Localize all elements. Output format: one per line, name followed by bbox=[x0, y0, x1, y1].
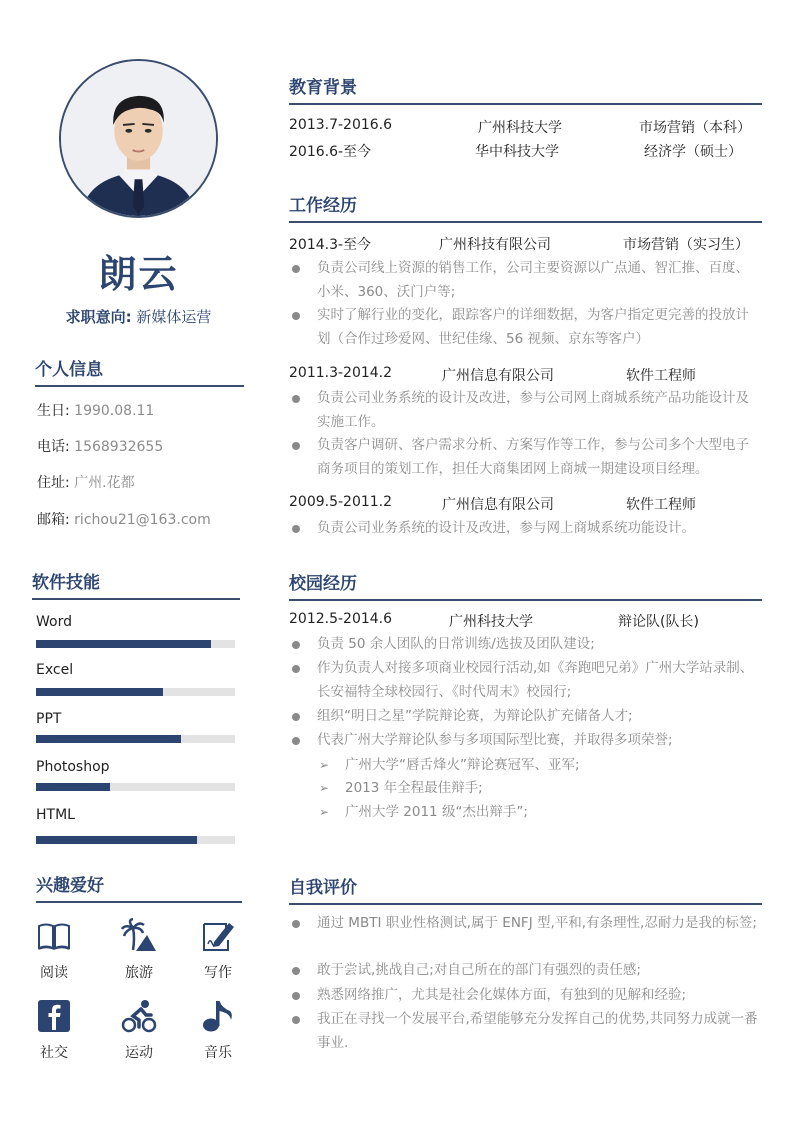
bullet-dot-icon bbox=[292, 312, 300, 320]
info-key: 生日: bbox=[37, 403, 70, 419]
palm-tree-icon bbox=[121, 918, 157, 954]
info-key: 邮箱: bbox=[37, 512, 70, 528]
campus-sub-bullet: ➢ 2013 年全程最佳辩手; bbox=[289, 777, 759, 801]
bullet-dot-icon bbox=[292, 665, 300, 673]
skill-label-photoshop: Photoshop bbox=[36, 759, 110, 775]
pen-paper-icon bbox=[200, 918, 236, 954]
edu-period: 2016.6-至今 bbox=[289, 144, 372, 160]
personal-info-title: 个人信息 bbox=[35, 355, 244, 387]
skill-label-excel: Excel bbox=[36, 662, 74, 678]
job-period: 2011.3-2014.2 bbox=[289, 365, 393, 381]
info-key: 住址: bbox=[37, 475, 70, 491]
skill-fill bbox=[36, 735, 181, 743]
job-company: 广州信息有限公司 bbox=[442, 368, 554, 384]
hobby-reading bbox=[24, 918, 84, 982]
job-role: 软件工程师 bbox=[626, 497, 696, 513]
education-row bbox=[289, 117, 763, 137]
bullet-dot-icon bbox=[292, 641, 300, 649]
arrow-icon: ➢ bbox=[319, 758, 330, 772]
edu-school: 华中科技大学 bbox=[475, 144, 559, 160]
info-value: 1990.08.11 bbox=[74, 403, 155, 419]
job-intent-value: 新媒体运营 bbox=[136, 308, 212, 326]
bullet-dot-icon bbox=[292, 713, 300, 721]
campus-title: 校园经历 bbox=[289, 569, 762, 601]
campus-bullet: 作为负责人对接多项商业校园行活动,如《奔跑吧兄弟》广州大学站录制、长安福特全球校园行、《时代周末》校园行; bbox=[289, 657, 759, 704]
arrow-icon: ➢ bbox=[319, 805, 330, 819]
job-header bbox=[289, 494, 763, 514]
job-company: 广州信息有限公司 bbox=[442, 497, 554, 513]
job-role: 软件工程师 bbox=[626, 368, 696, 384]
bullet-dot-icon bbox=[292, 967, 300, 975]
job-period: 2014.3-至今 bbox=[289, 237, 372, 253]
skill-fill bbox=[36, 640, 211, 648]
job-bullet: 负责客户调研、客户需求分析、方案写作等工作，参与公司多个大型电子商务项目的策划工作，担任大商集团网上商城一期建设项目经理。 bbox=[289, 434, 759, 481]
hobbies-title: 兴趣爱好 bbox=[36, 871, 242, 903]
job-header bbox=[289, 234, 763, 254]
info-value: richou21@163.com bbox=[74, 512, 211, 528]
music-note-icon bbox=[200, 998, 236, 1034]
skill-label-html: HTML bbox=[36, 807, 75, 823]
campus-bullet: 代表广州大学辩论队参与多项国际型比赛，并取得多项荣誉; bbox=[289, 729, 759, 753]
cyclist-icon bbox=[121, 998, 157, 1034]
skill-fill bbox=[36, 783, 110, 791]
skill-bar-html bbox=[36, 836, 235, 844]
skill-fill bbox=[36, 836, 197, 844]
job-bullet: 负责公司线上资源的销售工作，公司主要资源以广点通、智汇推、百度、小米、360、沃门户等; bbox=[289, 257, 759, 304]
campus-period: 2012.5-2014.6 bbox=[289, 611, 393, 627]
edu-school: 广州科技大学 bbox=[478, 120, 562, 136]
bullet-dot-icon bbox=[292, 525, 300, 533]
edu-major: 经济学（硕士） bbox=[644, 144, 742, 160]
left-column bbox=[0, 0, 270, 1132]
self-eval-bullet: 通过 MBTI 职业性格测试,属于 ENFJ 型,平和,有条理性,忍耐力是我的标签; bbox=[289, 912, 759, 936]
facebook-icon bbox=[36, 998, 72, 1034]
hobby-writing bbox=[188, 918, 248, 982]
skill-label-word: Word bbox=[36, 614, 72, 630]
skill-label-ppt: PPT bbox=[36, 711, 62, 727]
job-intent bbox=[0, 306, 277, 327]
self-eval-bullet: 我正在寻找一个发展平台,希望能够充分发挥自己的优势,共同努力成就一番事业. bbox=[289, 1008, 759, 1055]
skill-bar-word bbox=[36, 640, 235, 648]
bullet-dot-icon bbox=[292, 265, 300, 273]
campus-header bbox=[289, 611, 763, 631]
education-title: 教育背景 bbox=[289, 73, 762, 105]
info-email bbox=[37, 509, 211, 529]
bullet-dot-icon bbox=[292, 737, 300, 745]
campus-sub-bullet: ➢ 广州大学“唇舌烽火”辩论赛冠军、亚军; bbox=[289, 754, 759, 778]
info-value: 1568932655 bbox=[74, 439, 164, 455]
bullet-dot-icon bbox=[292, 395, 300, 403]
campus-sub-bullet: ➢ 广州大学 2011 级“杰出辩手”; bbox=[289, 801, 759, 825]
skill-bar-excel bbox=[36, 688, 235, 696]
hobby-music bbox=[188, 998, 248, 1062]
skills-title: 软件技能 bbox=[32, 568, 240, 600]
avatar bbox=[59, 59, 218, 218]
hobby-label: 音乐 bbox=[204, 1045, 232, 1061]
bullet-dot-icon bbox=[292, 992, 300, 1000]
hobby-travel bbox=[109, 918, 169, 982]
info-birthday bbox=[37, 400, 154, 420]
edu-period: 2013.7-2016.6 bbox=[289, 117, 393, 133]
hobby-sports bbox=[109, 998, 169, 1062]
education-row bbox=[289, 141, 763, 161]
job-intent-label: 求职意向: bbox=[65, 308, 132, 326]
job-header bbox=[289, 365, 763, 385]
arrow-icon: ➢ bbox=[319, 781, 330, 795]
hobby-label: 运动 bbox=[125, 1045, 153, 1061]
hobby-label: 社交 bbox=[40, 1045, 68, 1061]
job-company: 广州科技有限公司 bbox=[439, 237, 551, 253]
job-period: 2009.5-2011.2 bbox=[289, 494, 393, 510]
hobby-label: 写作 bbox=[204, 965, 232, 981]
hobby-label: 阅读 bbox=[40, 965, 68, 981]
skill-fill bbox=[36, 688, 163, 696]
campus-role: 辩论队(队长) bbox=[618, 614, 699, 630]
info-key: 电话: bbox=[37, 439, 70, 455]
job-role: 市场营销（实习生） bbox=[623, 237, 749, 253]
info-address bbox=[37, 472, 135, 492]
work-title: 工作经历 bbox=[289, 191, 762, 223]
info-value: 广州.花都 bbox=[74, 475, 135, 491]
right-column bbox=[289, 0, 763, 1132]
bullet-dot-icon bbox=[292, 1016, 300, 1024]
campus-org: 广州科技大学 bbox=[449, 614, 533, 630]
job-bullet: 负责公司业务系统的设计及改进，参与网上商城系统功能设计。 bbox=[289, 517, 759, 541]
campus-bullet: 组织“明日之星”学院辩论赛，为辩论队扩充储备人才; bbox=[289, 705, 759, 729]
bullet-dot-icon bbox=[292, 442, 300, 450]
self-eval-bullet: 敢于尝试,挑战自己;对自己所在的部门有强烈的责任感; bbox=[289, 959, 759, 983]
campus-bullet: 负责 50 余人团队的日常训练/选拔及团队建设; bbox=[289, 633, 759, 657]
job-bullet: 负责公司业务系统的设计及改进，参与公司网上商城系统产品功能设计及实施工作。 bbox=[289, 387, 759, 434]
self-eval-bullet: 熟悉网络推广，尤其是社会化媒体方面，有独到的见解和经验; bbox=[289, 984, 759, 1008]
book-icon bbox=[36, 918, 72, 954]
hobby-social bbox=[24, 998, 84, 1062]
bullet-dot-icon bbox=[292, 920, 300, 928]
edu-major: 市场营销（本科） bbox=[639, 120, 751, 136]
skill-bar-photoshop bbox=[36, 783, 235, 791]
hobby-label: 旅游 bbox=[125, 965, 153, 981]
self-eval-title: 自我评价 bbox=[289, 873, 762, 905]
info-phone bbox=[37, 436, 163, 456]
skill-bar-ppt bbox=[36, 735, 235, 743]
candidate-name: 朗云 bbox=[98, 252, 179, 296]
job-bullet: 实时了解行业的变化，跟踪客户的详细数据，为客户指定更完善的投放计划（合作过珍爱网、世纪佳缘、56 视频、京东等客户） bbox=[289, 304, 759, 351]
profile-photo bbox=[61, 61, 216, 216]
